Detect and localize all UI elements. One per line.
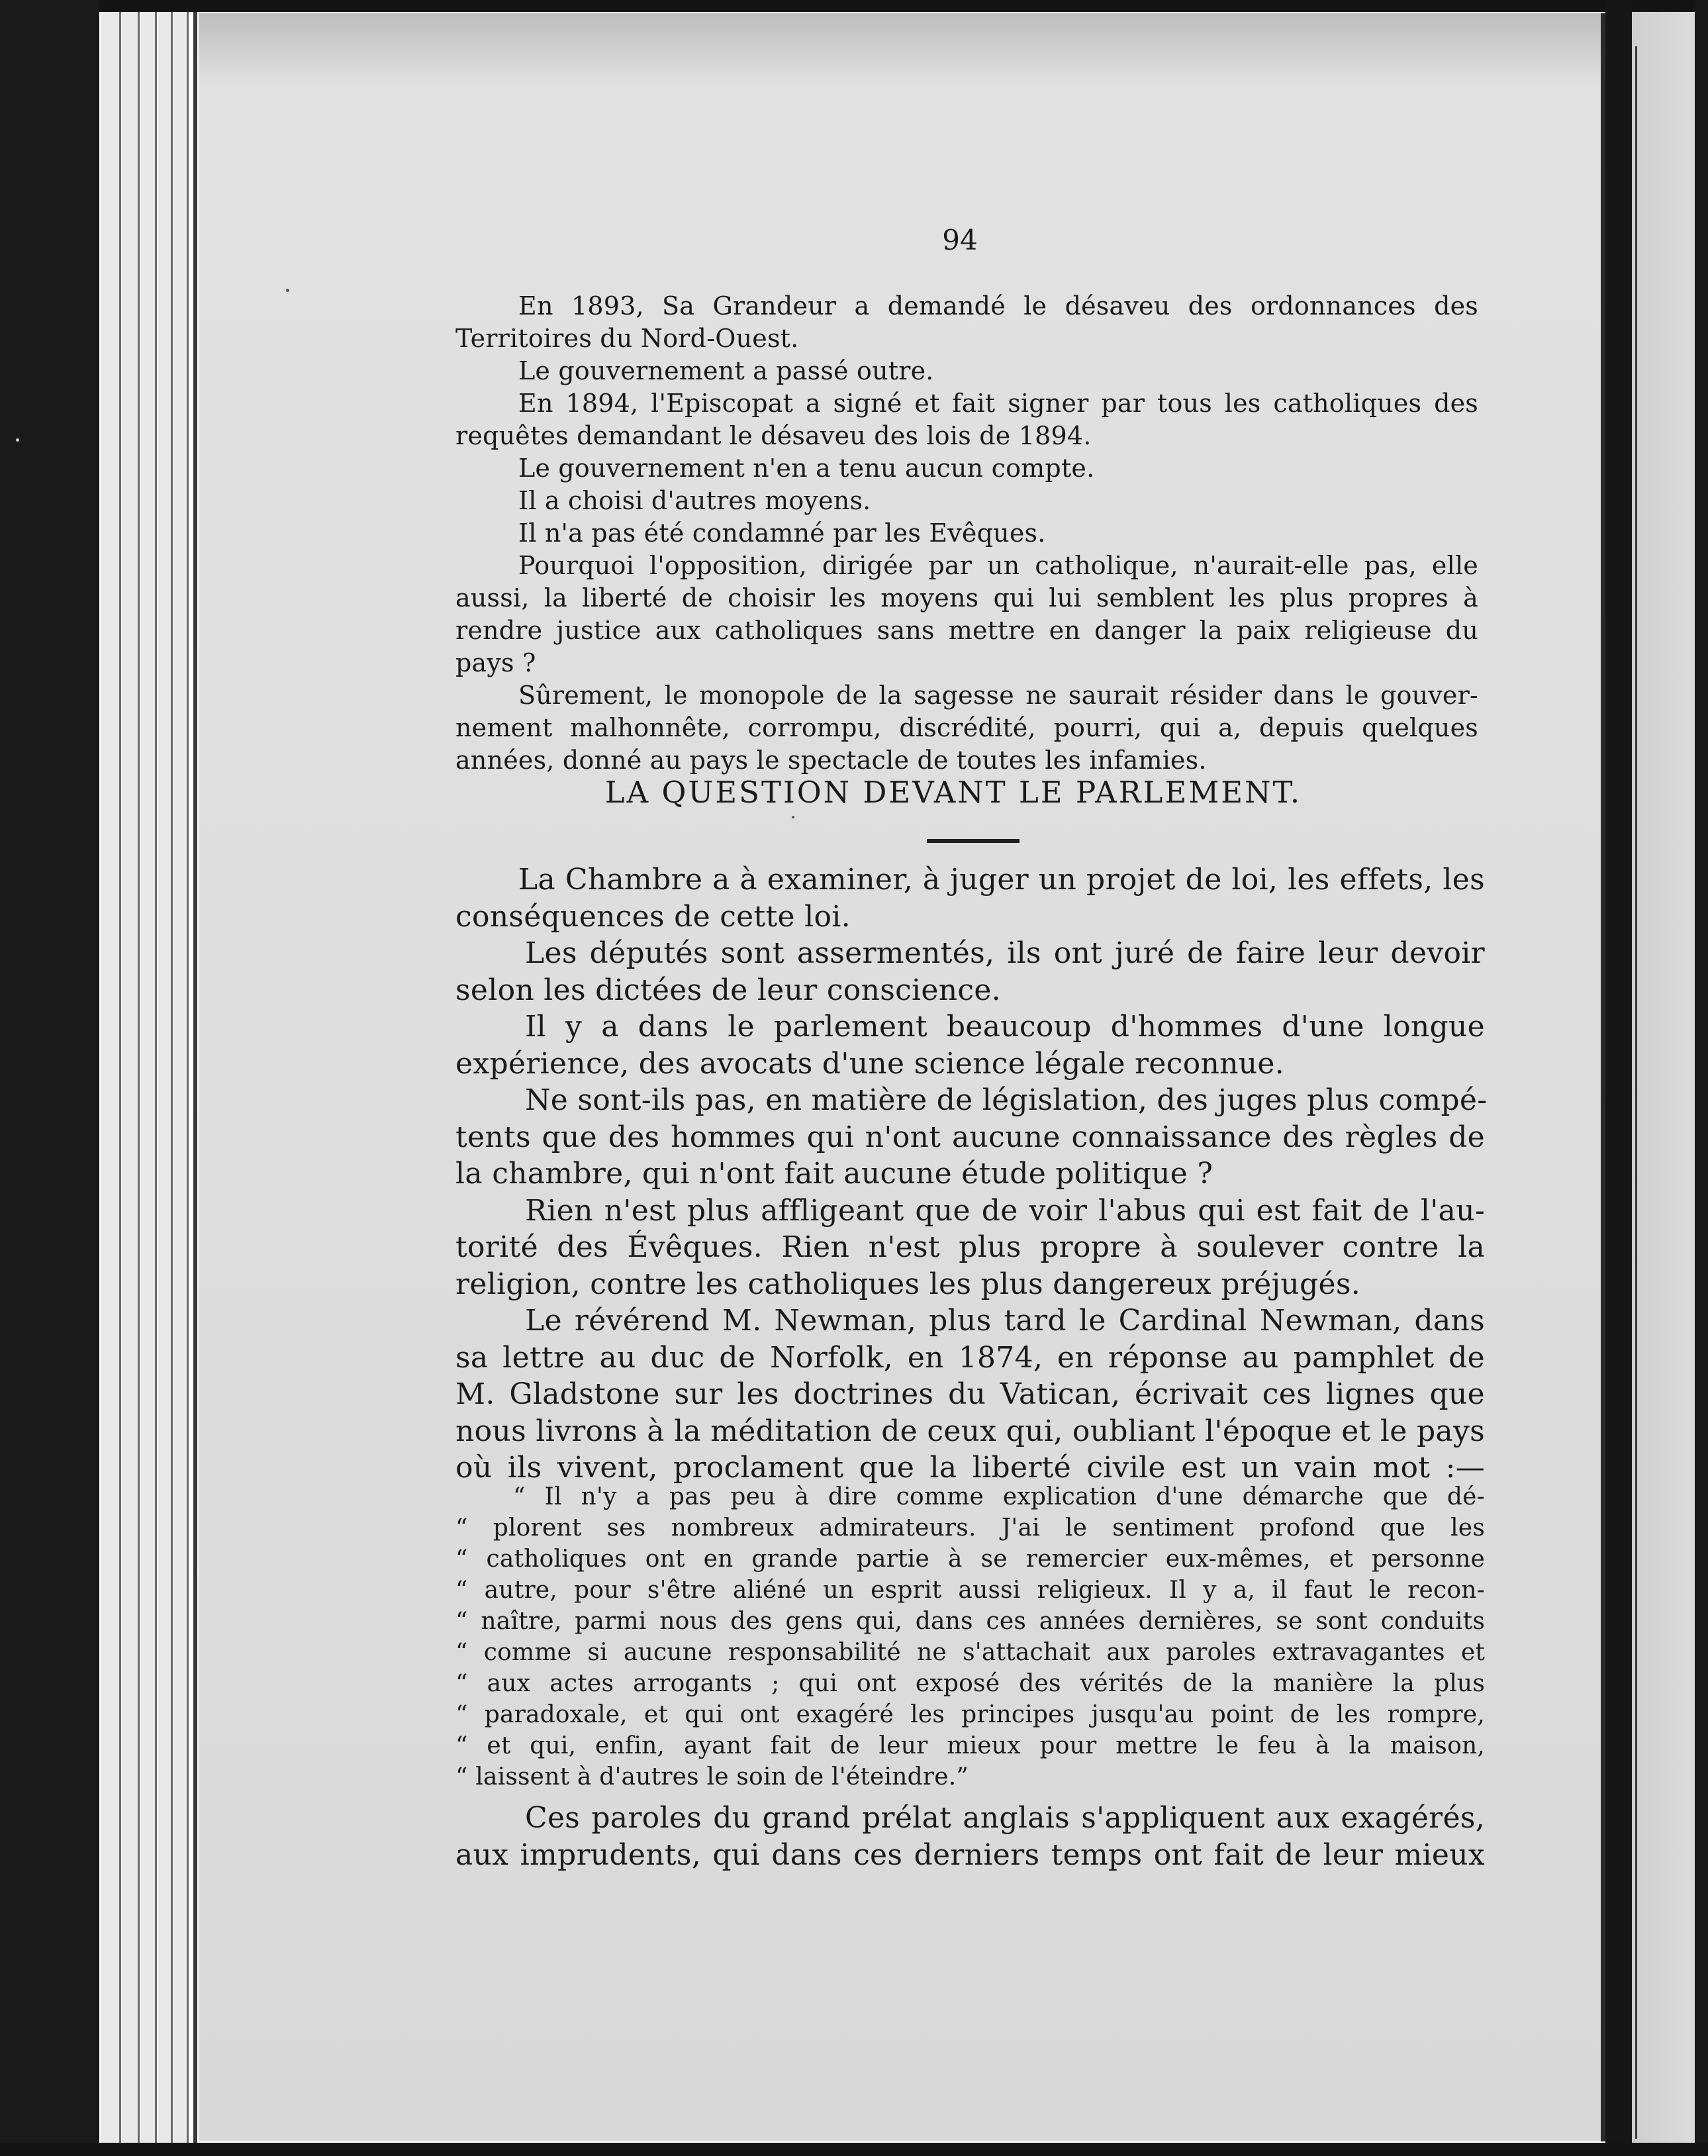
quote-line: “ comme si aucune responsabilité ne s'attachait aux paroles extravagantes et [455,1639,1485,1666]
text-line: Rien n'est plus affligeant que de voir l'abus qui est fait de l'au- [525,1194,1485,1228]
page-number: 94 [942,224,978,256]
page-edge-line [187,12,189,2143]
page-shadow [199,13,1605,86]
scan-gutter [1605,0,1632,2156]
facing-page-edge [1632,12,1695,2143]
text-line: conséquences de cette loi. [455,900,851,934]
text-line: rendre justice aux catholiques sans mettre en danger la paix religieuse du [455,616,1478,645]
text-line: Il a choisi d'autres moyens. [518,486,871,515]
text-line: Le révérend M. Newman, plus tard le Cardinal Newman, dans [525,1304,1485,1338]
text-line: Il y a dans le parlement beaucoup d'hommes d'une longue [525,1010,1485,1044]
text-line: pays ? [455,648,536,677]
quote-line: “ paradoxale, et qui ont exagéré les principes jusqu'au point de les rompre, [455,1701,1485,1728]
page-edge [122,12,138,2143]
quote-line: “ catholiques ont en grande partie à se remercier eux-mêmes, et personne [455,1545,1485,1573]
scan-border-right [1695,0,1708,2156]
text-line: Ne sont-ils pas, en matière de législation, des juges plus compé- [525,1083,1488,1117]
text-line: La Chambre a à examiner, à juger un projet de loi, les effets, les [518,863,1485,897]
quote-line: “ et qui, enfin, ayant fait de leur mieux pour mettre le feu à la maison, [455,1732,1485,1759]
quote-line: “ Il n'y a pas peu à dire comme explication d'une démarche que dé- [513,1483,1485,1510]
page-edge-line [171,12,173,2143]
text-line: tents que des hommes qui n'ont aucune connaissance des règles de [455,1120,1485,1154]
quote-line: “ naître, parmi nous des gens qui, dans ces années dernières, se sont conduits [455,1608,1485,1635]
dust-speck [792,816,794,818]
text-line: Les députés sont assermentés, ils ont juré de faire leur devoir [525,936,1485,970]
text-line: requêtes demandant le désaveu des lois de 1894. [455,421,1092,450]
text-line: M. Gladstone sur les doctrines du Vatican, écrivait ces lignes que [455,1377,1485,1411]
text-line: En 1893, Sa Grandeur a demandé le désaveu des ordonnances des [518,291,1478,320]
text-line: Ces paroles du grand prélat anglais s'appliquent aux exagérés, [525,1801,1485,1835]
text-line: la chambre, qui n'ont fait aucune étude politique ? [455,1157,1213,1191]
heading-rule [927,839,1020,843]
dust-speck [286,289,289,292]
page-edge [101,12,119,2143]
scan-border-bottom [0,2143,1708,2156]
text-line: années, donné au pays le spectacle de toutes les infamies. [455,746,1207,775]
scan-border-left [0,0,99,2156]
text-line: Territoires du Nord-Ouest. [455,324,799,353]
quote-line: “ aux actes arrogants ; qui ont exposé des vérités de la manière la plus [455,1670,1485,1697]
quote-line: “ laissent à d'autres le soin de l'éteindre.” [455,1763,969,1790]
text-line: Il n'a pas été condamné par les Evêques. [518,518,1046,548]
text-line: aux imprudents, qui dans ces derniers temps ont fait de leur mieux [455,1838,1485,1872]
text-line: torité des Évêques. Rien n'est plus propre à soulever contre la [455,1230,1485,1264]
text-line: Sûrement, le monopole de la sagesse ne saurait résider dans le gouver- [518,681,1478,710]
text-line: En 1894, l'Episcopat a signé et fait signer par tous les catholiques des [518,389,1478,418]
page-edge [158,12,171,2143]
text-line: religion, contre les catholiques les plus dangereux préjugés. [455,1267,1361,1301]
page-edge [140,12,155,2143]
text-line: selon les dictées de leur conscience. [455,973,1001,1007]
quote-line: “ autre, pour s'être aliéné un esprit aussi religieux. Il y a, il faut le recon- [455,1577,1485,1604]
page-edge [173,12,187,2143]
page-edge-line [193,12,197,2143]
dust-speck [16,438,19,442]
scan-border-top [0,0,1708,12]
facing-page-rule [1635,46,1637,2139]
text-line: nement malhonnête, corrompu, discrédité, pourri, qui a, depuis quelques [455,713,1478,742]
text-line: aussi, la liberté de choisir les moyens qui lui semblent les plus propres à [455,583,1478,612]
page-edge-line [138,12,140,2143]
text-line: nous livrons à la méditation de ceux qui, oubliant l'époque et le pays [455,1414,1485,1448]
text-line: où ils vivent, proclament que la liberté civile est un vain mot :— [455,1451,1485,1485]
text-line: Pourquoi l'opposition, dirigée par un catholique, n'aurait-elle pas, elle [518,551,1478,580]
section-heading: LA QUESTION DEVANT LE PARLEMENT. [604,775,1302,810]
text-line: Le gouvernement a passé outre. [518,356,934,385]
page-edge-line [155,12,157,2143]
text-line: sa lettre au duc de Norfolk, en 1874, en réponse au pamphlet de [455,1341,1485,1375]
page-edge-line [119,12,121,2143]
text-line: Le gouvernement n'en a tenu aucun compte. [518,454,1095,483]
text-line: expérience, des avocats d'une science légale reconnue. [455,1047,1285,1081]
quote-line: “ plorent ses nombreux admirateurs. J'ai le sentiment profond que les [455,1514,1485,1542]
